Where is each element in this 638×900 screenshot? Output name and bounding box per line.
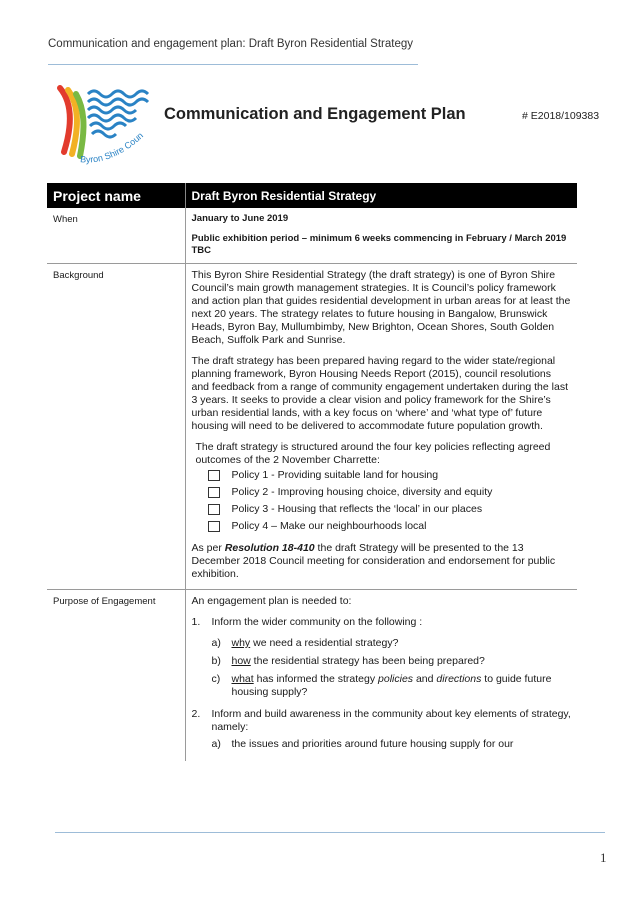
italic-word: policies xyxy=(378,673,414,685)
background-label: Background xyxy=(47,264,185,590)
underlined-word: what xyxy=(231,673,254,685)
when-label: When xyxy=(47,208,185,264)
purpose-sublist-1 xyxy=(212,637,572,699)
purpose-item-1-body xyxy=(212,616,572,704)
sub-item-a xyxy=(212,637,572,650)
checkbox-icon xyxy=(208,470,220,481)
sub-item-a-text xyxy=(232,637,399,650)
resolution-pre: As per xyxy=(191,542,225,554)
sub-item-c xyxy=(212,673,572,699)
policy-text: Policy 1 - Providing suitable land for housing xyxy=(231,469,439,481)
sub-text: has informed the strategy xyxy=(253,673,379,685)
sub-item-b xyxy=(212,655,572,668)
list-number: 1. xyxy=(191,616,201,628)
header-rule xyxy=(48,64,418,65)
checkbox-icon xyxy=(208,504,220,515)
council-logo-graphic xyxy=(52,80,162,168)
sub-text: to guide future housing supply? xyxy=(231,673,552,698)
sub-text: the residential strategy has been being prepared? xyxy=(250,655,485,667)
purpose-sublist-2 xyxy=(212,738,572,751)
when-row xyxy=(47,208,577,264)
background-paragraph-4 xyxy=(192,542,572,581)
purpose-item-1-text: Inform the wider community on the following : xyxy=(211,616,423,628)
purpose-item-2-text: Inform and build awareness in the community about key elements of strategy, namely: xyxy=(211,708,571,733)
resolution-post: the draft Strategy will be presented to the 13 December 2018 Council meeting for consideration and endorsement for public exhibition. xyxy=(191,542,556,580)
project-name-value: Draft Byron Residential Strategy xyxy=(185,183,577,208)
council-logo xyxy=(52,80,162,168)
italic-word: directions xyxy=(436,673,482,685)
plan-table xyxy=(47,183,577,761)
background-paragraph-2: The draft strategy has been prepared having regard to the wider state/regional planning framework, Byron Housing Needs Report (2015), council resolutions and feedback from a range of community engagement undertaken during the last 3 years. It seeks to provide a clear vision and policy framework for the Shire’s urban residential lands, with a key focus on ‘where’ and ‘what type of’ future housing will need to be delivered to accommodate future population growth. xyxy=(191,355,568,432)
purpose-content xyxy=(185,590,577,762)
policy-item xyxy=(208,503,572,516)
project-name-row xyxy=(47,183,577,208)
sub-text: we need a residential strategy? xyxy=(250,637,399,649)
background-content xyxy=(185,264,577,590)
document-reference: # E2018/109383 xyxy=(522,110,600,122)
page-number: 1 xyxy=(600,850,607,865)
policy-text: Policy 4 – Make our neighbourhoods local xyxy=(231,520,427,532)
when-dates: January to June 2019 xyxy=(191,213,289,224)
list-letter: b) xyxy=(211,655,221,667)
sub-text: and xyxy=(413,673,437,685)
purpose-item-2 xyxy=(192,708,572,751)
council-logo-text: Byron Shire Coun xyxy=(79,130,146,165)
policy-item xyxy=(208,486,572,499)
purpose-list xyxy=(192,616,572,751)
underlined-word: why xyxy=(231,637,251,649)
purpose-item-1 xyxy=(192,616,572,704)
footer-rule xyxy=(55,832,605,833)
list-number: 2. xyxy=(191,708,201,720)
background-paragraph-1: This Byron Shire Residential Strategy (the draft strategy) is one of Byron Shire Council’s main growth management strategies. It is Council’s policy framework and action plan that guides residential development in urban areas for at least the next 20 years. The strategy relates to future housing in Bangalow, Brunswick Heads, Byron Bay, Mullumbimby, New Brighton, Ocean Shores, South Golden Beach, Suffolk Park and Sunrise. xyxy=(191,269,571,346)
running-header: Communication and engagement plan: Draft Byron Residential Strategy xyxy=(48,38,414,50)
underlined-word: how xyxy=(231,655,251,667)
policy-list xyxy=(192,469,572,533)
document-title: Communication and Engagement Plan xyxy=(164,105,466,123)
sub-item-2a xyxy=(212,738,572,751)
policy-item xyxy=(208,520,572,533)
policy-text: Policy 2 - Improving housing choice, diversity and equity xyxy=(231,486,493,498)
purpose-row xyxy=(47,590,577,762)
sub-item-b-text xyxy=(232,655,485,668)
project-name-label: Project name xyxy=(47,183,185,208)
policy-item xyxy=(208,469,572,482)
sub-item-2a-text: the issues and priorities around future housing supply for our xyxy=(231,738,514,750)
purpose-intro: An engagement plan is needed to: xyxy=(191,595,352,607)
resolution-number: Resolution 18-410 xyxy=(224,542,315,554)
when-exhibition: Public exhibition period – minimum 6 weeks commencing in February / March 2019 TBC xyxy=(191,233,567,256)
sub-item-c-text xyxy=(232,673,572,699)
background-row xyxy=(47,264,577,590)
list-letter: a) xyxy=(211,637,221,649)
when-content xyxy=(185,208,577,264)
purpose-item-2-body xyxy=(212,708,572,751)
checkbox-icon xyxy=(208,521,220,532)
purpose-label: Purpose of Engagement xyxy=(47,590,185,762)
list-letter: c) xyxy=(211,673,221,685)
checkbox-icon xyxy=(208,487,220,498)
background-paragraph-3: The draft strategy is structured around the four key policies reflecting agreed outcomes of the 2 November Charrette: xyxy=(195,441,551,466)
policy-text: Policy 3 - Housing that reflects the ‘local’ in our places xyxy=(231,503,483,515)
list-letter: a) xyxy=(211,738,221,750)
